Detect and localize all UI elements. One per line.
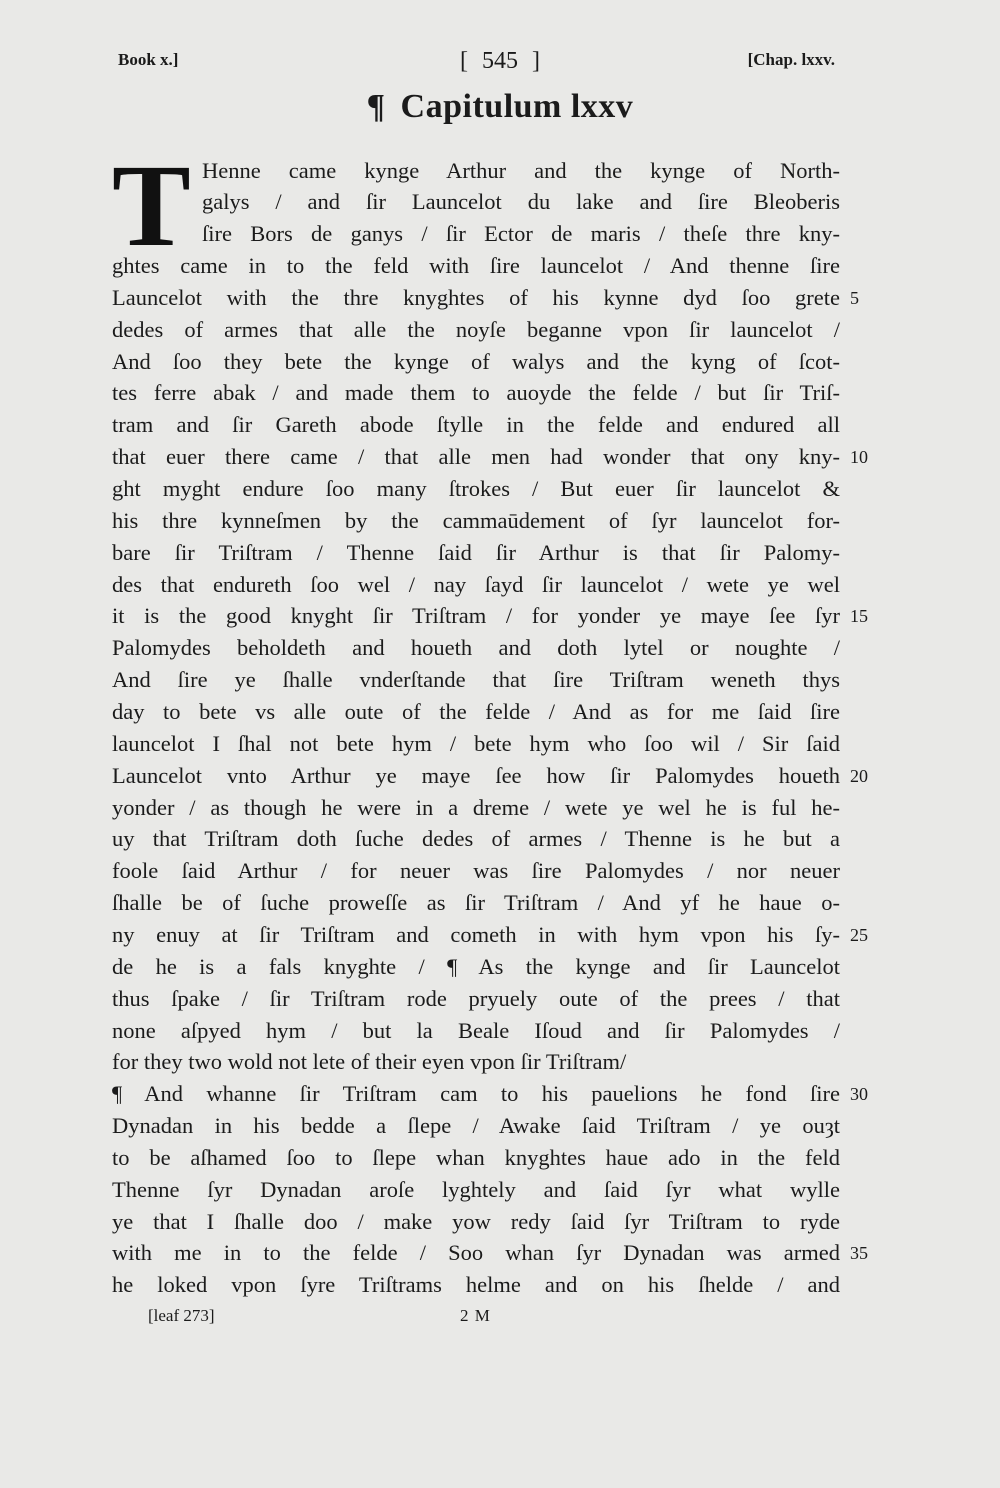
chapter-heading (0, 88, 1000, 126)
text-line: foole ſaid Arthur / for neuer was ſire Palomydes / nor neuer (112, 858, 840, 883)
text-line: bare ſir Triſtram / Thenne ſaid ſir Arthur is that ſir Palomy- (112, 540, 840, 565)
line-number: 35 (850, 1243, 868, 1263)
leaf-reference: [leaf 273] (148, 1306, 215, 1325)
pilcrow-icon: ¶ (366, 88, 386, 125)
signature-mark: 2 M (460, 1306, 491, 1325)
text-line: des that endureth ſoo wel / nay ſayd ſir launcelot / wete ye wel (112, 572, 840, 597)
text-line: Thenne ſyr Dynadan aroſe lyghtely and ſaid ſyr what wylle (112, 1177, 840, 1202)
text-line: Launcelot with the thre knyghtes of his kynne dyd ſoo grete (112, 285, 840, 310)
text-line: And ſoo they bete the kynge of walys and the kyng of ſcot- (112, 349, 840, 374)
text-line: for they two wold not lete of their eyen vpon ſir Triſtram/ (112, 1049, 627, 1074)
text-line: ſhalle be of ſuche proweſſe as ſir Triſtram / And yf he haue o- (112, 890, 840, 915)
text-line: ght myght endure ſoo many ſtrokes / But euer ſir launcelot & (112, 476, 840, 501)
text-line: none aſpyed hym / but la Beale Iſoud and ſir Palomydes / (112, 1018, 840, 1043)
text-line: day to bete vs alle oute of the felde / And as for me ſaid ſire (112, 699, 840, 724)
line-number: 30 (850, 1084, 868, 1104)
line-number: 25 (850, 925, 868, 945)
page-number: [ 545 ] (460, 48, 540, 74)
text-line: Dynadan in his bedde a ſlepe / Awake ſaid Triſtram / ye ouȝt (112, 1113, 840, 1138)
text-line: he loked vpon ſyre Triſtrams helme and on his ſhelde / and (112, 1272, 840, 1297)
text-line: ghtes came in to the feld with ſire launcelot / And thenne ſire (112, 253, 840, 278)
line-number: 10 (850, 447, 868, 467)
text-line: de he is a fals knyghte / ¶ As the kynge and ſir Launcelot (112, 954, 840, 979)
text-line: that euer there came / that alle men had wonder that ony kny- (112, 444, 840, 469)
text-line: it is the good knyght ſir Triſtram / for yonder ye maye ſee ſyr (112, 603, 840, 628)
text-line: with me in to the felde / Soo whan ſyr Dynadan was armed (112, 1240, 840, 1265)
line-number: 15 (850, 606, 868, 626)
line-number: 20 (850, 766, 868, 786)
text-line: Launcelot vnto Arthur ye maye ſee how ſir Palomydes houeth (112, 763, 840, 788)
line-number: 5 (850, 288, 859, 308)
text-line: his thre kynneſmen by the cammaūdement of ſyr launcelot for- (112, 508, 840, 533)
text-line: tes ferre abak / and made them to auoyde the felde / but ſir Triſ- (112, 380, 840, 405)
text-line: dedes of armes that alle the noyſe beganne vpon ſir launcelot / (112, 317, 840, 342)
chapter-title: Capitulum lxxv (400, 88, 634, 125)
running-header-chapter: [Chap. lxxv. (747, 50, 835, 69)
text-line: yonder / as though he were in a dreme / wete ye wel he is ful he- (112, 795, 840, 820)
text-line: tram and ſir Gareth abode ſtylle in the felde and endured all (112, 412, 840, 437)
text-line: ſire Bors de ganys / ſir Ector de maris / theſe thre kny- (202, 221, 840, 246)
text-line: uy that Triſtram doth ſuche dedes of armes / Thenne is he but a (112, 826, 840, 851)
text-line: launcelot I ſhal not bete hym / bete hym who ſoo wil / Sir ſaid (112, 731, 840, 756)
text-line: thus ſpake / ſir Triſtram rode pryuely oute of the prees / that (112, 986, 840, 1011)
drop-cap-initial: T (112, 140, 191, 271)
text-line: And ſire ye ſhalle vnderſtande that ſire Triſtram weneth thys (112, 667, 840, 692)
text-line: Palomydes beholdeth and houeth and doth lytel or noughte / (112, 635, 840, 660)
text-line: ye that I ſhalle doo / make yow redy ſaid ſyr Triſtram to ryde (112, 1209, 840, 1234)
text-line: ny enuy at ſir Triſtram and cometh in with hym vpon his ſy- (112, 922, 840, 947)
text-line: galys / and ſir Launcelot du lake and ſire Bleoberis (202, 189, 840, 214)
running-header-book: Book x.] (118, 50, 179, 69)
text-line: to be aſhamed ſoo to ſlepe whan knyghtes haue ado in the feld (112, 1145, 840, 1170)
text-line: Henne came kynge Arthur and the kynge of North- (202, 158, 840, 183)
text-line: ¶ And whanne ſir Triſtram cam to his pauelions he fond ſire (112, 1081, 840, 1106)
